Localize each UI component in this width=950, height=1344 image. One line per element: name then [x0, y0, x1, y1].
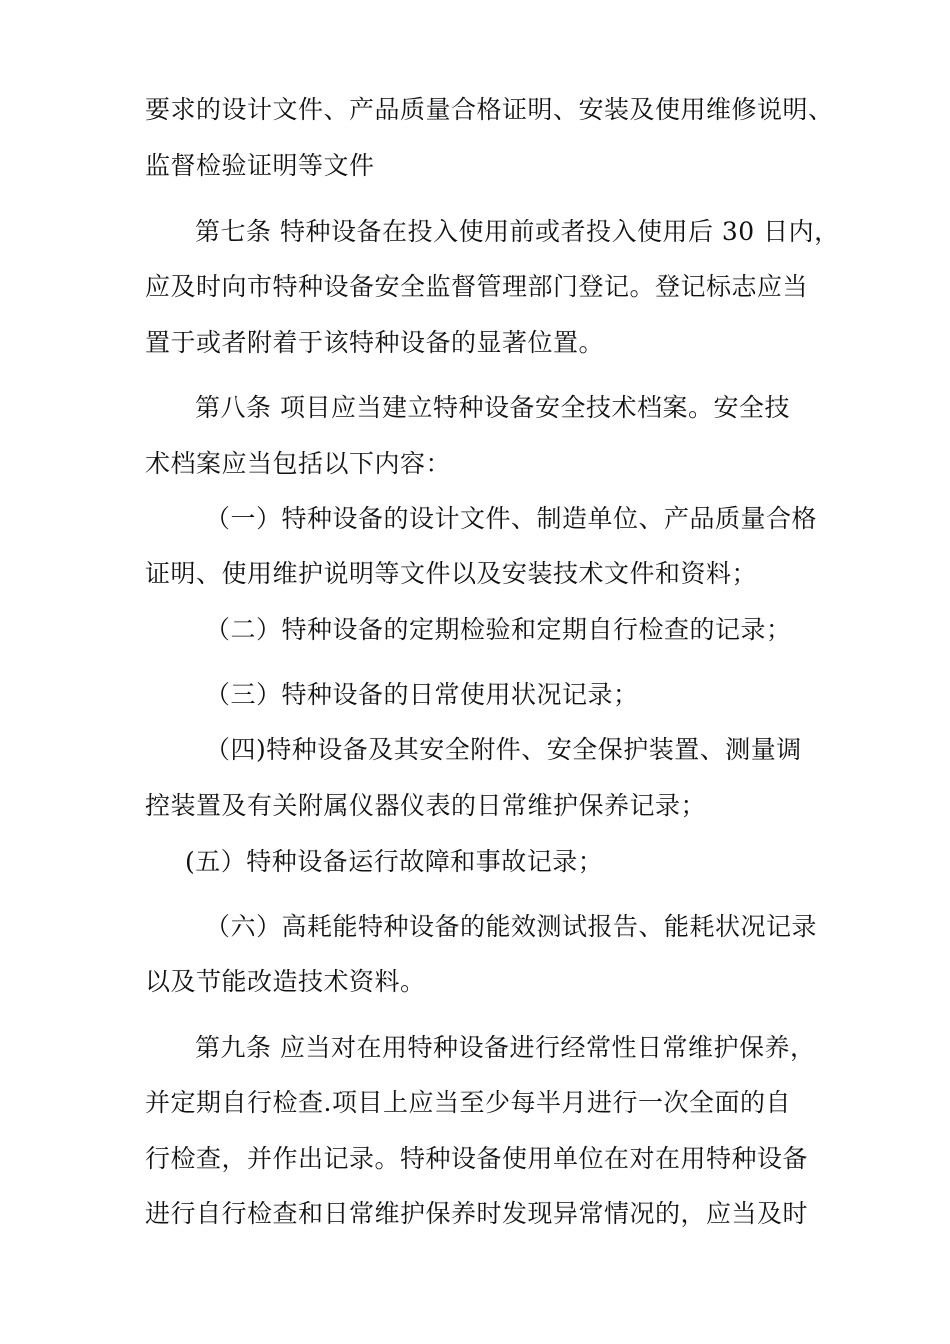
text-line: 监督检验证明等文件	[145, 151, 375, 180]
text-line: 应及时向市特种设备安全监督管理部门登记。登记标志应当	[145, 272, 809, 301]
text-line: 证明、使用维护说明等文件以及安装技术文件和资料；	[145, 559, 758, 588]
text-line: 行检查，并作出记录。特种设备使用单位在对在用特种设备	[145, 1144, 809, 1173]
text-line: 要求的设计文件、产品质量合格证明、安装及使用维修说明、	[145, 95, 834, 124]
text-line: 置于或者附着于该特种设备的显著位置。	[145, 328, 605, 357]
article-7-line: 第七条 特种设备在投入使用前或者投入使用后 30 日内，	[195, 217, 840, 246]
article-8-line: 第八条 项目应当建立特种设备安全技术档案。安全技	[195, 393, 790, 422]
list-item-5: (五）特种设备运行故障和事故记录；	[185, 847, 604, 876]
text-line: 进行自行检查和日常维护保养时发现异常情况的，应当及时	[145, 1199, 809, 1228]
text-line: 控装置及有关附属仪器仪表的日常维护保养记录；	[145, 791, 707, 820]
list-item-3: （三）特种设备的日常使用状况记录；	[205, 680, 639, 709]
list-item-6: （六）高耗能特种设备的能效测试报告、能耗状况记录	[205, 912, 818, 941]
text-line: 并定期自行检查.项目上应当至少每半月进行一次全面的自	[145, 1088, 791, 1117]
list-item-1: （一）特种设备的设计文件、制造单位、产品质量合格	[205, 504, 818, 533]
list-item-4: （四)特种设备及其安全附件、安全保护装置、测量调	[205, 735, 802, 764]
text-line: 术档案应当包括以下内容：	[145, 449, 452, 478]
article-9-line: 第九条 应当对在用特种设备进行经常性日常维护保养，	[195, 1033, 816, 1062]
list-item-2: （二）特种设备的定期检验和定期自行检查的记录；	[205, 615, 792, 644]
text-line: 以及节能改造技术资料。	[145, 967, 426, 996]
